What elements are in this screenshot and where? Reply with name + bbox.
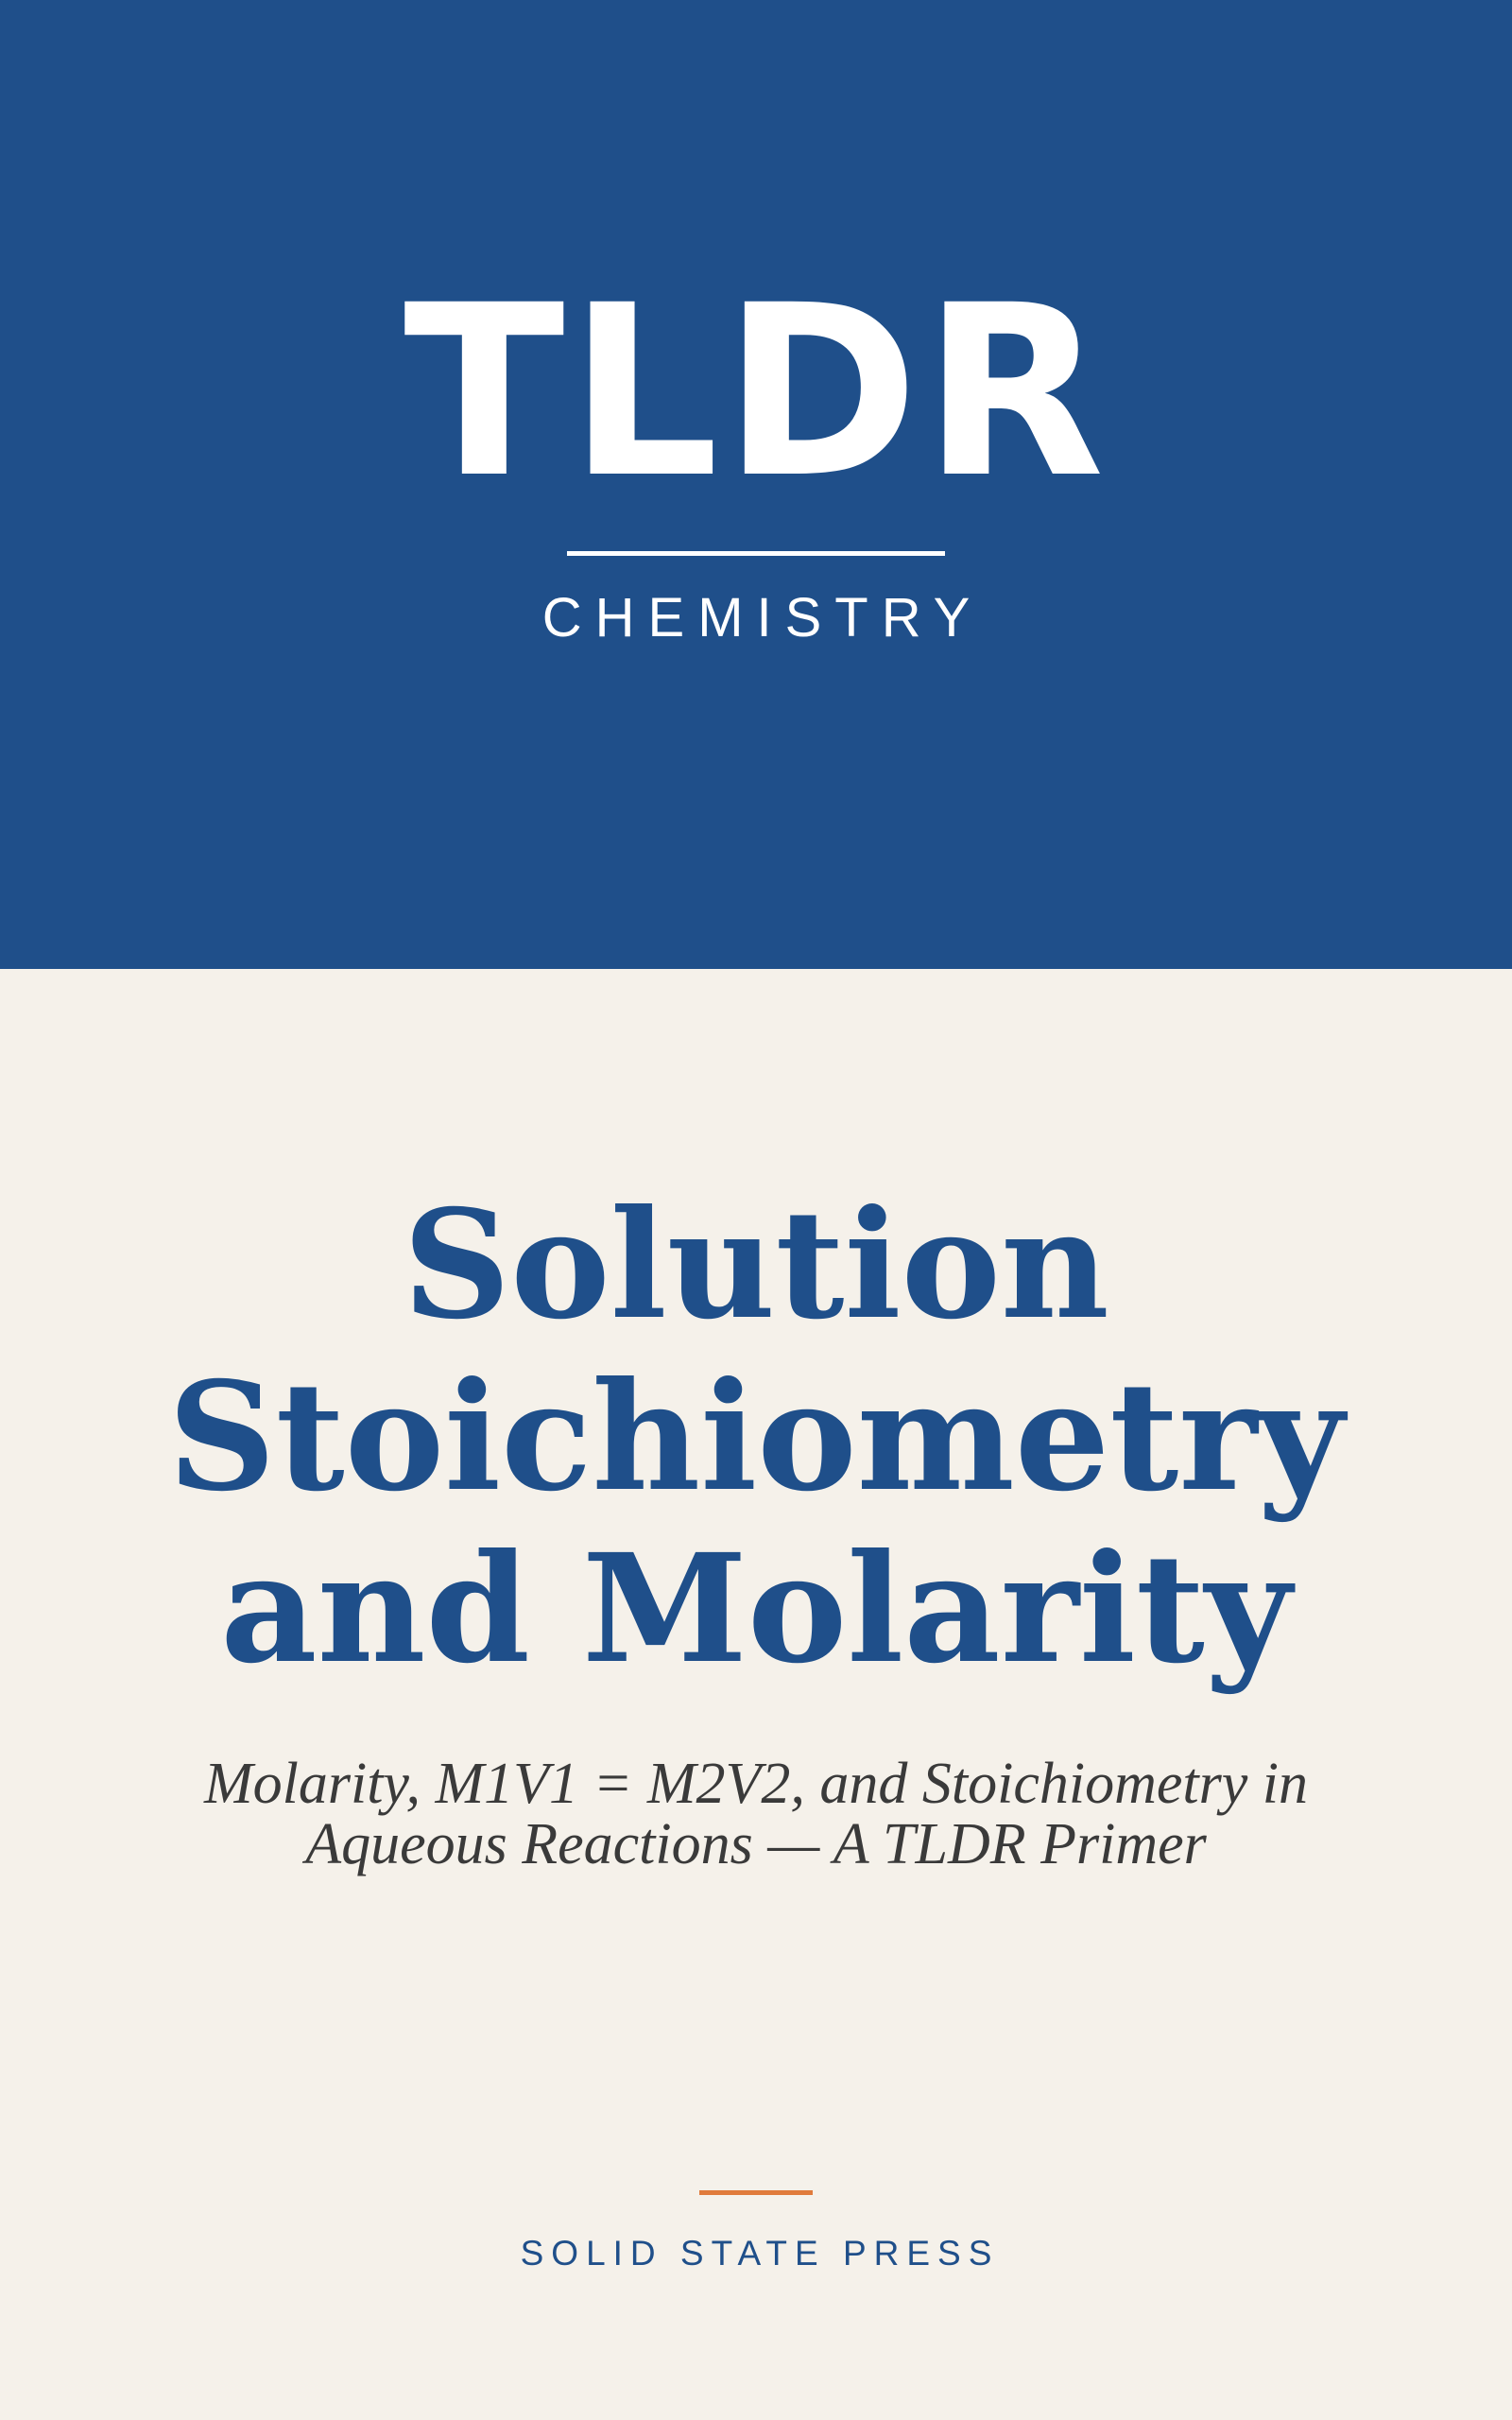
book-title-line: Solution xyxy=(403,1178,1109,1353)
book-subtitle xyxy=(0,1754,1512,1875)
brand-wordmark: TLDR xyxy=(404,254,1108,529)
book-subtitle-line: Molarity, M1V1 = M2V2, and Stoichiometry in xyxy=(203,1752,1308,1816)
publisher-name: SOLID STATE PRESS xyxy=(520,2234,1000,2273)
book-title xyxy=(0,1180,1512,1696)
accent-divider xyxy=(699,2190,813,2195)
book-subtitle-line: Aqueous Reactions — A TLDR Primer xyxy=(305,1812,1207,1876)
book-title-line: Stoichiometry xyxy=(167,1350,1345,1525)
series-label: CHEMISTRY xyxy=(541,587,984,648)
book-title-line: and Molarity xyxy=(220,1522,1292,1697)
header-band xyxy=(0,0,1512,969)
brand-divider xyxy=(567,551,945,556)
